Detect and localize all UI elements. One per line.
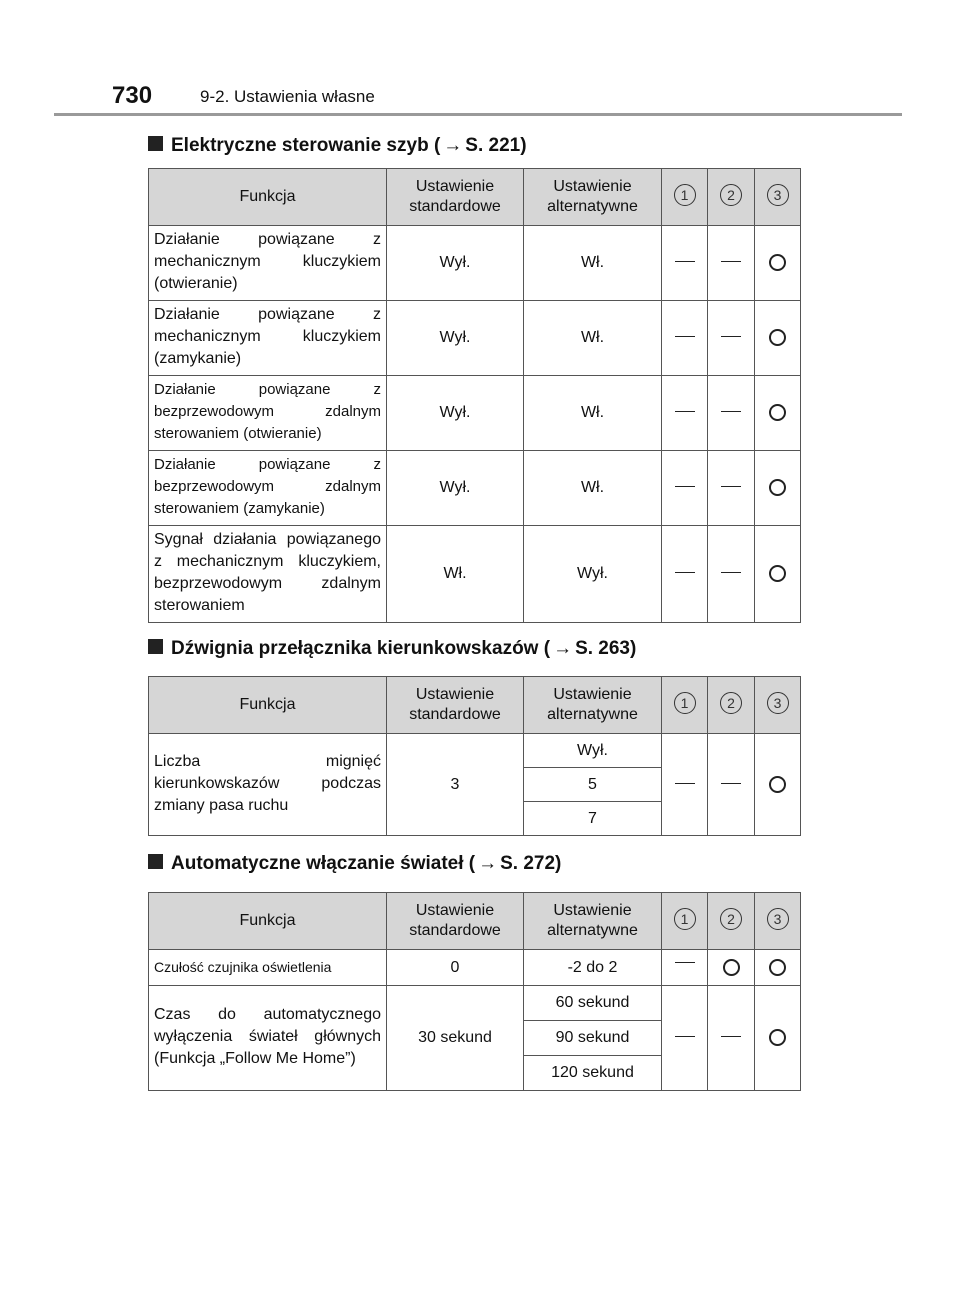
- function-cell: Czas do automatycznego wyłączenia świateł głównych (Funkcja „Follow Me Home”): [149, 986, 387, 1091]
- table-row: [149, 986, 801, 1021]
- dash-icon: [675, 486, 695, 487]
- table-row: [149, 451, 801, 526]
- dash-icon: [675, 572, 695, 573]
- function-cell: Czułość czujnika oświetlenia: [149, 950, 387, 986]
- function-cell: Liczba mignięć kierunkowskazów podczas zmiany pasa ruchu: [149, 734, 387, 836]
- square-bullet-icon: [148, 639, 163, 654]
- page-reference[interactable]: S. 263): [575, 638, 637, 659]
- circle-mark: [755, 376, 801, 451]
- alternative-cell: Wł.: [524, 451, 662, 526]
- circled-2-icon: 2: [720, 184, 742, 206]
- section-title: Elektryczne sterowanie szyb ( → S. 221): [148, 132, 800, 168]
- col-standard: Ustawienie standardowe: [387, 893, 524, 950]
- dash-mark: [662, 950, 708, 986]
- dash-icon: [675, 1036, 695, 1037]
- alternative-cell: 60 sekund: [524, 986, 662, 1021]
- circled-2-icon: 2: [720, 692, 742, 714]
- circled-1-icon: 1: [674, 184, 696, 206]
- standard-cell: Wył.: [387, 301, 524, 376]
- table-header-row: [149, 169, 801, 226]
- table-row: [149, 376, 801, 451]
- col-function: Funkcja: [149, 677, 387, 734]
- circle-icon: [769, 959, 786, 976]
- circle-icon: [723, 959, 740, 976]
- col-function: Funkcja: [149, 893, 387, 950]
- square-bullet-icon: [148, 136, 163, 151]
- circled-3-icon: 3: [767, 908, 789, 930]
- col-method-3: [755, 677, 801, 734]
- circled-3-icon: 3: [767, 184, 789, 206]
- dash-icon: [721, 486, 741, 487]
- standard-cell: Wł.: [387, 526, 524, 623]
- function-cell: Działanie powiązane z mechanicznym kluczykiem (otwieranie): [149, 226, 387, 301]
- circle-mark: [755, 301, 801, 376]
- col-method-1: [662, 677, 708, 734]
- alternative-cell: Wył.: [524, 526, 662, 623]
- dash-icon: [675, 783, 695, 784]
- alternative-cell: 120 sekund: [524, 1056, 662, 1091]
- dash-icon: [675, 261, 695, 262]
- function-cell: Działanie powiązane z bezprzewodowym zdalnym sterowaniem (zamykanie): [149, 451, 387, 526]
- arrow-right-icon: →: [553, 638, 573, 659]
- dash-mark: [708, 734, 755, 836]
- section-title: Dźwignia przełącznika kierunkowskazów ( → S. 263): [148, 635, 800, 671]
- arrow-right-icon: →: [443, 135, 463, 156]
- circled-1-icon: 1: [674, 908, 696, 930]
- alternative-cell: 5: [524, 768, 662, 802]
- table-row: [149, 526, 801, 623]
- standard-cell: 3: [387, 734, 524, 836]
- page-reference[interactable]: S. 272): [500, 853, 562, 874]
- dash-mark: [708, 301, 755, 376]
- circled-3-icon: 3: [767, 692, 789, 714]
- dash-icon: [721, 411, 741, 412]
- standard-cell: Wył.: [387, 226, 524, 301]
- col-method-2: [708, 677, 755, 734]
- alternative-cell: 90 sekund: [524, 1021, 662, 1056]
- settings-table: [148, 892, 801, 1091]
- circle-icon: [769, 329, 786, 346]
- circled-2-icon: 2: [720, 908, 742, 930]
- col-alternative: Ustawienie alternatywne: [524, 893, 662, 950]
- col-alternative: Ustawienie alternatywne: [524, 169, 662, 226]
- circle-mark: [755, 451, 801, 526]
- settings-table: [148, 168, 801, 623]
- circle-mark: [708, 950, 755, 986]
- table-row: [149, 950, 801, 986]
- dash-icon: [721, 783, 741, 784]
- arrow-right-icon: →: [478, 853, 498, 874]
- square-bullet-icon: [148, 854, 163, 869]
- alternative-cell: Wył.: [524, 734, 662, 768]
- dash-icon: [675, 336, 695, 337]
- dash-icon: [675, 962, 695, 963]
- circle-mark: [755, 950, 801, 986]
- section-power-windows: [148, 132, 800, 623]
- dash-mark: [662, 301, 708, 376]
- alternative-cell: Wł.: [524, 226, 662, 301]
- dash-mark: [662, 986, 708, 1091]
- function-cell: Działanie powiązane z bezprzewodowym zdalnym sterowaniem (otwieranie): [149, 376, 387, 451]
- col-method-1: [662, 169, 708, 226]
- section-turn-signal-lever: [148, 635, 800, 836]
- circle-icon: [769, 565, 786, 582]
- circled-1-icon: 1: [674, 692, 696, 714]
- dash-icon: [721, 336, 741, 337]
- circle-icon: [769, 479, 786, 496]
- table-row: [149, 734, 801, 768]
- dash-icon: [721, 261, 741, 262]
- col-standard: Ustawienie standardowe: [387, 169, 524, 226]
- dash-icon: [721, 1036, 741, 1037]
- circle-mark: [755, 986, 801, 1091]
- standard-cell: Wył.: [387, 451, 524, 526]
- table-header-row: [149, 677, 801, 734]
- standard-cell: 30 sekund: [387, 986, 524, 1091]
- section-title: Automatyczne włączanie świateł ( → S. 272): [148, 850, 800, 886]
- dash-mark: [662, 526, 708, 623]
- standard-cell: 0: [387, 950, 524, 986]
- table-header-row: [149, 893, 801, 950]
- dash-icon: [721, 572, 741, 573]
- dash-icon: [675, 411, 695, 412]
- function-cell: Sygnał działania powiązanego z mechanicznym kluczykiem, bezprzewodowym zdalnym sterowaniem: [149, 526, 387, 623]
- circle-mark: [755, 526, 801, 623]
- circle-icon: [769, 404, 786, 421]
- col-function: Funkcja: [149, 169, 387, 226]
- dash-mark: [708, 376, 755, 451]
- col-method-2: [708, 169, 755, 226]
- dash-mark: [708, 451, 755, 526]
- col-method-3: [755, 169, 801, 226]
- standard-cell: Wył.: [387, 376, 524, 451]
- col-standard: Ustawienie standardowe: [387, 677, 524, 734]
- alternative-cell: 7: [524, 802, 662, 836]
- circle-icon: [769, 776, 786, 793]
- function-cell: Działanie powiązane z mechanicznym kluczykiem (zamykanie): [149, 301, 387, 376]
- col-method-1: [662, 893, 708, 950]
- settings-table: [148, 676, 801, 836]
- alternative-cell: Wł.: [524, 301, 662, 376]
- alternative-cell: Wł.: [524, 376, 662, 451]
- section-auto-headlights: [148, 850, 800, 1091]
- page-header: [112, 78, 902, 112]
- alternative-cell: -2 do 2: [524, 950, 662, 986]
- col-method-3: [755, 893, 801, 950]
- table-row: [149, 226, 801, 301]
- page-number: 730: [112, 82, 153, 109]
- dash-mark: [708, 986, 755, 1091]
- dash-mark: [708, 226, 755, 301]
- dash-mark: [662, 734, 708, 836]
- table-row: [149, 301, 801, 376]
- dash-mark: [708, 526, 755, 623]
- col-alternative: Ustawienie alternatywne: [524, 677, 662, 734]
- circle-mark: [755, 226, 801, 301]
- page-reference[interactable]: S. 221): [465, 135, 527, 156]
- circle-icon: [769, 1029, 786, 1046]
- dash-mark: [662, 376, 708, 451]
- dash-mark: [662, 451, 708, 526]
- dash-mark: [662, 226, 708, 301]
- chapter-title: 9-2. Ustawienia własne: [200, 87, 375, 106]
- circle-mark: [755, 734, 801, 836]
- col-method-2: [708, 893, 755, 950]
- circle-icon: [769, 254, 786, 271]
- header-rule: [54, 113, 902, 116]
